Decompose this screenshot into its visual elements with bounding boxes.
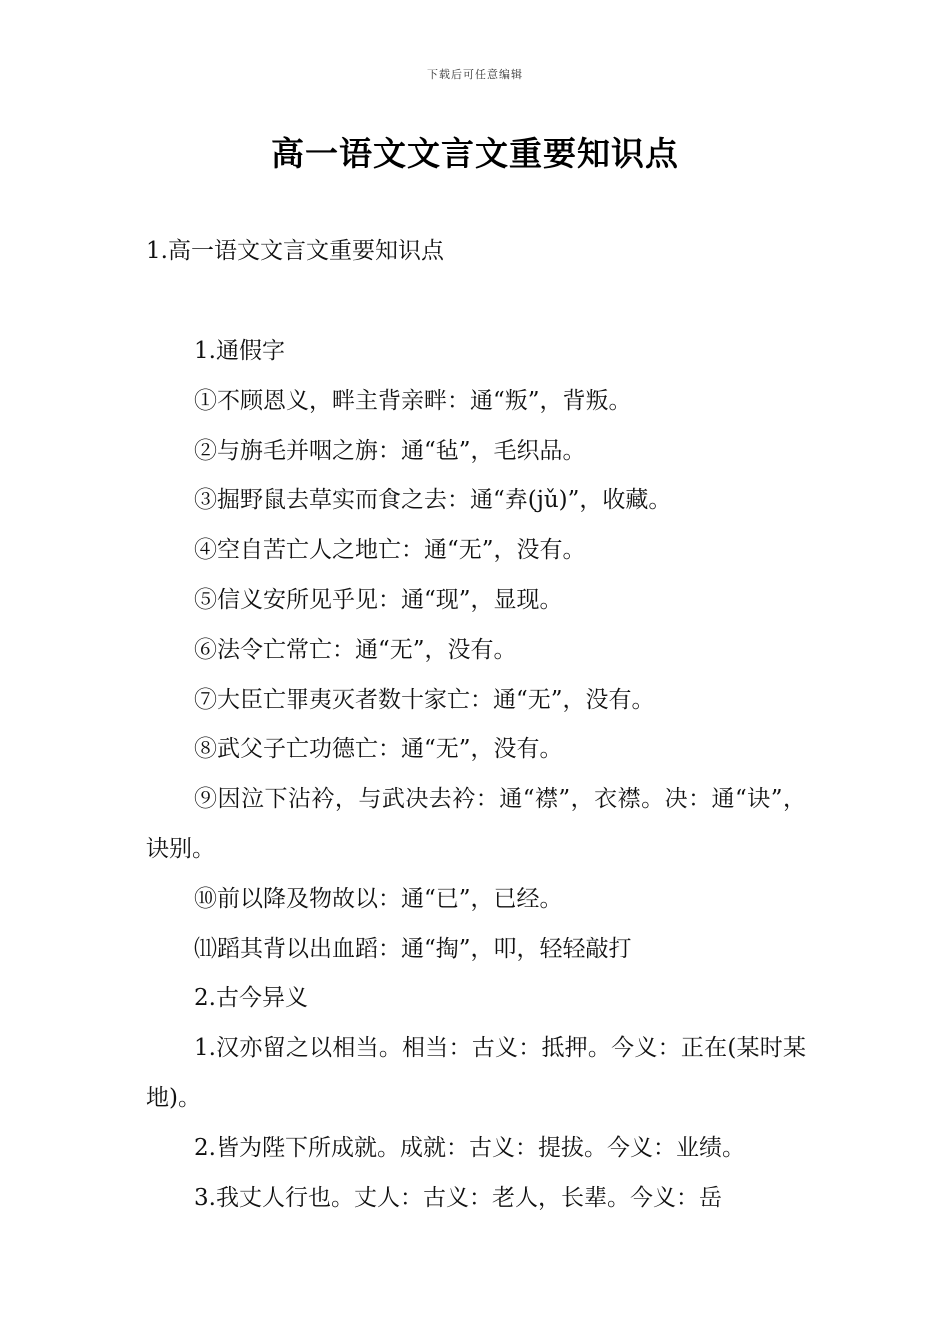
paragraph: ①不顾恩义，畔主背亲畔：通“叛”，背叛。 (194, 387, 632, 414)
paragraph: 2.古今异义 (194, 985, 308, 1012)
paragraph: 3.我丈人行也。丈人：古义：老人，长辈。今义：岳 (194, 1184, 722, 1211)
paragraph: ⑨因泣下沾衿，与武决去衿：通“襟”，衣襟。决：通“诀”，诀别。 (146, 786, 806, 862)
paragraph: ⑾蹈其背以出血蹈：通“掏”，叩，轻轻敲打 (194, 935, 632, 962)
paragraph: ④空自苦亡人之地亡：通“无”，没有。 (194, 537, 586, 564)
paragraph: ⑥法令亡常亡：通“无”，没有。 (194, 636, 517, 663)
paragraph: ⑩前以降及物故以：通“已”，已经。 (194, 885, 563, 912)
document-title: 高一语文文言文重要知识点 (271, 134, 679, 173)
paragraph: ⑧武父子亡功德亡：通“无”，没有。 (194, 736, 563, 763)
paragraph: ③掘野鼠去草实而食之去：通“弆(jǔ)”，收藏。 (194, 487, 672, 514)
paragraph: ②与旃毛并咽之旃：通“毡”，毛织品。 (194, 437, 586, 464)
paragraph: ⑤信义安所见乎见：通“现”，显现。 (194, 586, 563, 613)
paragraph: ⑦大臣亡罪夷灭者数十家亡：通“无”，没有。 (194, 686, 655, 713)
paragraph: 2.皆为陛下所成就。成就：古义：提拔。今义：业绩。 (194, 1134, 745, 1161)
header-note: 下载后可任意编辑 (427, 68, 523, 81)
paragraph: 1.汉亦留之以相当。相当：古义：抵押。今义：正在(某时某地)。 (146, 1035, 806, 1111)
document-body (146, 327, 806, 1223)
paragraph: 1.通假字 (194, 338, 285, 364)
section-heading: 1.高一语文文言文重要知识点 (146, 238, 444, 264)
